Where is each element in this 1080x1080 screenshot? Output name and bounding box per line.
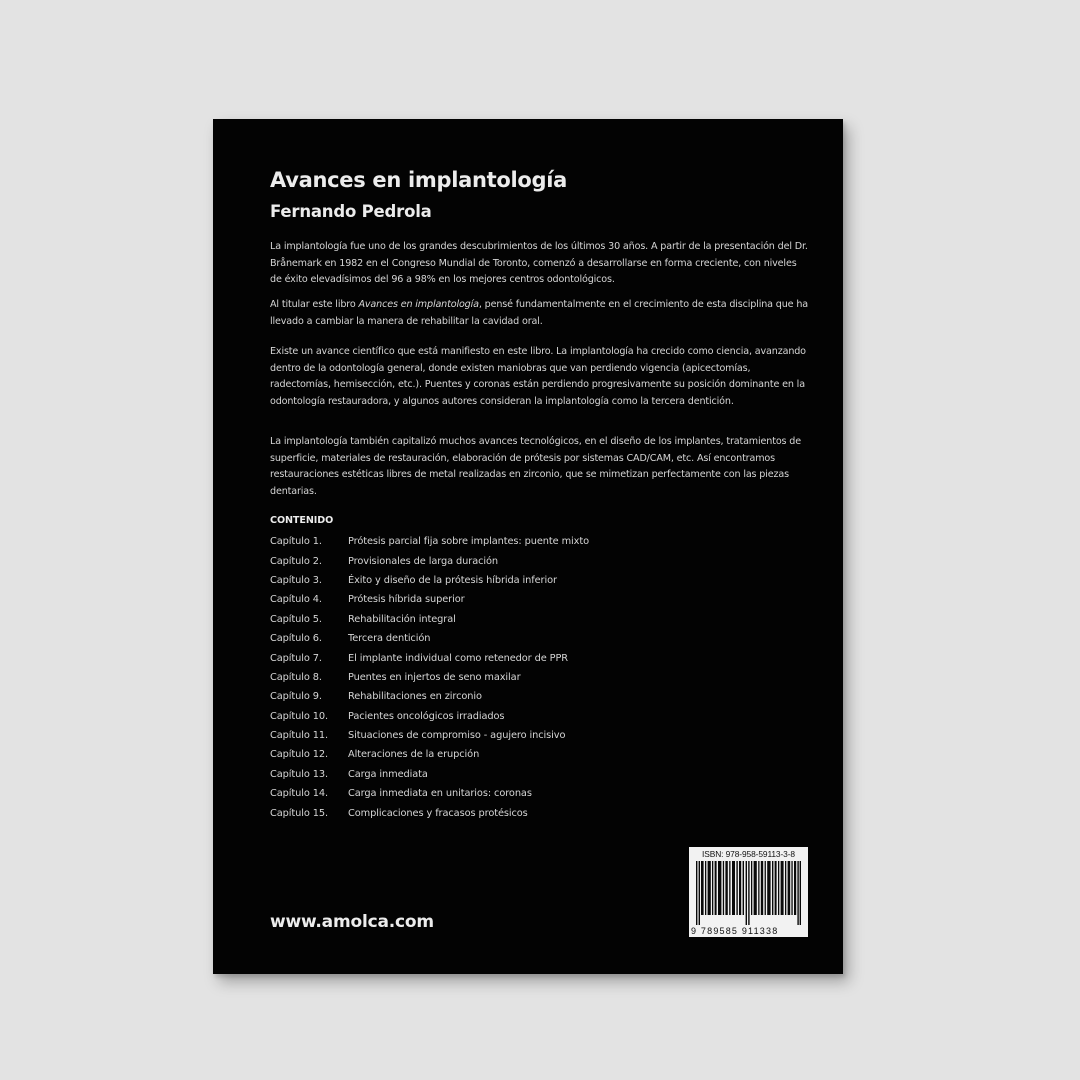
chapter-label: Capítulo 9. xyxy=(270,691,322,703)
chapter-title: Puentes en injertos de seno maxilar xyxy=(348,671,521,683)
book-author: Fernando Pedrola xyxy=(270,202,432,221)
chapter-title: Rehabilitación integral xyxy=(348,613,456,625)
chapter-title: Rehabilitaciones en zirconio xyxy=(348,691,482,703)
chapter-label: Capítulo 6. xyxy=(270,633,322,645)
chapter-label: Capítulo 10. xyxy=(270,710,329,722)
synopsis-paragraph-4: La implantología también capitalizó muchos avances tecnológicos, en el diseño de los implantes, tratamientos de superficie, materiales de restauración, elaboración de prótesis por sistemas CAD/CAM, etc. Así encontramos restauraciones estéticas libres de metal realizadas en zirconio, que se mimetizan perfectamente con las piezas dentarias. xyxy=(270,436,801,497)
toc-item xyxy=(270,532,589,551)
synopsis-paragraph-1: La implantología fue uno de los grandes descubrimientos de los últimos 30 años. A partir de la presentación del Dr. Brånemark en 1982 en el Congreso Mundial de Toronto, comenzó a desarrollarse en forma creciente, con niveles de éxito elevadísimos del 96 a 98% en los mejores centros odontológicos. xyxy=(270,241,808,286)
chapter-title: Prótesis híbrida superior xyxy=(348,594,465,606)
contents-heading: CONTENIDO xyxy=(270,515,334,526)
chapter-title: Éxito y diseño de la prótesis híbrida inferior xyxy=(348,574,557,586)
chapter-title: Prótesis parcial fija sobre implantes: puente mixto xyxy=(348,536,589,548)
toc-item xyxy=(270,551,589,570)
chapter-label: Capítulo 13. xyxy=(270,768,329,780)
chapter-title: Complicaciones y fracasos protésicos xyxy=(348,807,528,819)
book-title: Avances en implantología xyxy=(270,168,568,192)
paragraph-text: , pensé fundamentalmente en el crecimiento de esta disciplina que ha llevado a cambiar la manera de rehabilitar la cavidad oral. xyxy=(270,299,808,327)
chapter-title: Tercera dentición xyxy=(348,633,431,645)
isbn-label: ISBN: 978-958-59113-3-8 xyxy=(702,849,795,859)
toc-item xyxy=(270,571,589,590)
toc-item xyxy=(270,726,589,745)
chapter-label: Capítulo 7. xyxy=(270,652,322,664)
publisher-website: www.amolca.com xyxy=(270,912,434,932)
chapter-title: El implante individual como retenedor de PPR xyxy=(348,652,569,664)
toc-item xyxy=(270,590,589,609)
chapter-title: Situaciones de compromiso - agujero incisivo xyxy=(348,730,566,742)
italic-book-title: Avances en implantología xyxy=(358,299,479,310)
book-back-cover xyxy=(213,119,843,974)
toc-item xyxy=(270,687,589,706)
toc-item xyxy=(270,648,589,667)
chapter-label: Capítulo 14. xyxy=(270,788,329,800)
toc-item xyxy=(270,784,589,803)
chapter-label: Capítulo 5. xyxy=(270,613,322,625)
chapter-title: Provisionales de larga duración xyxy=(348,555,499,567)
toc-item xyxy=(270,803,589,822)
chapter-label: Capítulo 4. xyxy=(270,594,322,606)
toc-item xyxy=(270,765,589,784)
toc-item xyxy=(270,610,589,629)
chapter-label: Capítulo 8. xyxy=(270,671,322,683)
synopsis-paragraph-2 xyxy=(270,297,810,330)
chapter-label: Capítulo 1. xyxy=(270,536,322,548)
synopsis-paragraph-3: Existe un avance científico que está manifiesto en este libro. La implantología ha crecido como ciencia, avanzando dentro de la odontología general, donde existen maniobras que van perdiendo vigencia (apicectomías, radectomías, hemisección, etc.). Puentes y coronas están perdiendo progresivamente su posición dominante en la odontología restauradora, y algunos autores consideran la implantología como la tercera dentición. xyxy=(270,346,806,407)
toc-item xyxy=(270,668,589,687)
chapter-label: Capítulo 11. xyxy=(270,730,329,742)
chapter-title: Alteraciones de la erupción xyxy=(348,749,480,761)
barcode-icon xyxy=(696,861,801,925)
chapter-label: Capítulo 12. xyxy=(270,749,329,761)
paragraph-text: Al titular este libro xyxy=(270,299,359,310)
isbn-barcode xyxy=(689,847,808,937)
ean-digits: 9 789585 911338 xyxy=(691,926,779,936)
chapter-title: Carga inmediata xyxy=(348,768,428,780)
chapter-label: Capítulo 3. xyxy=(270,574,322,586)
chapter-label: Capítulo 15. xyxy=(270,807,329,819)
toc-item xyxy=(270,629,589,648)
chapter-title: Pacientes oncológicos irradiados xyxy=(348,710,505,722)
table-of-contents xyxy=(270,532,589,823)
chapter-title: Carga inmediata en unitarios: coronas xyxy=(348,788,532,800)
toc-item xyxy=(270,707,589,726)
chapter-label: Capítulo 2. xyxy=(270,555,322,567)
toc-item xyxy=(270,745,589,764)
